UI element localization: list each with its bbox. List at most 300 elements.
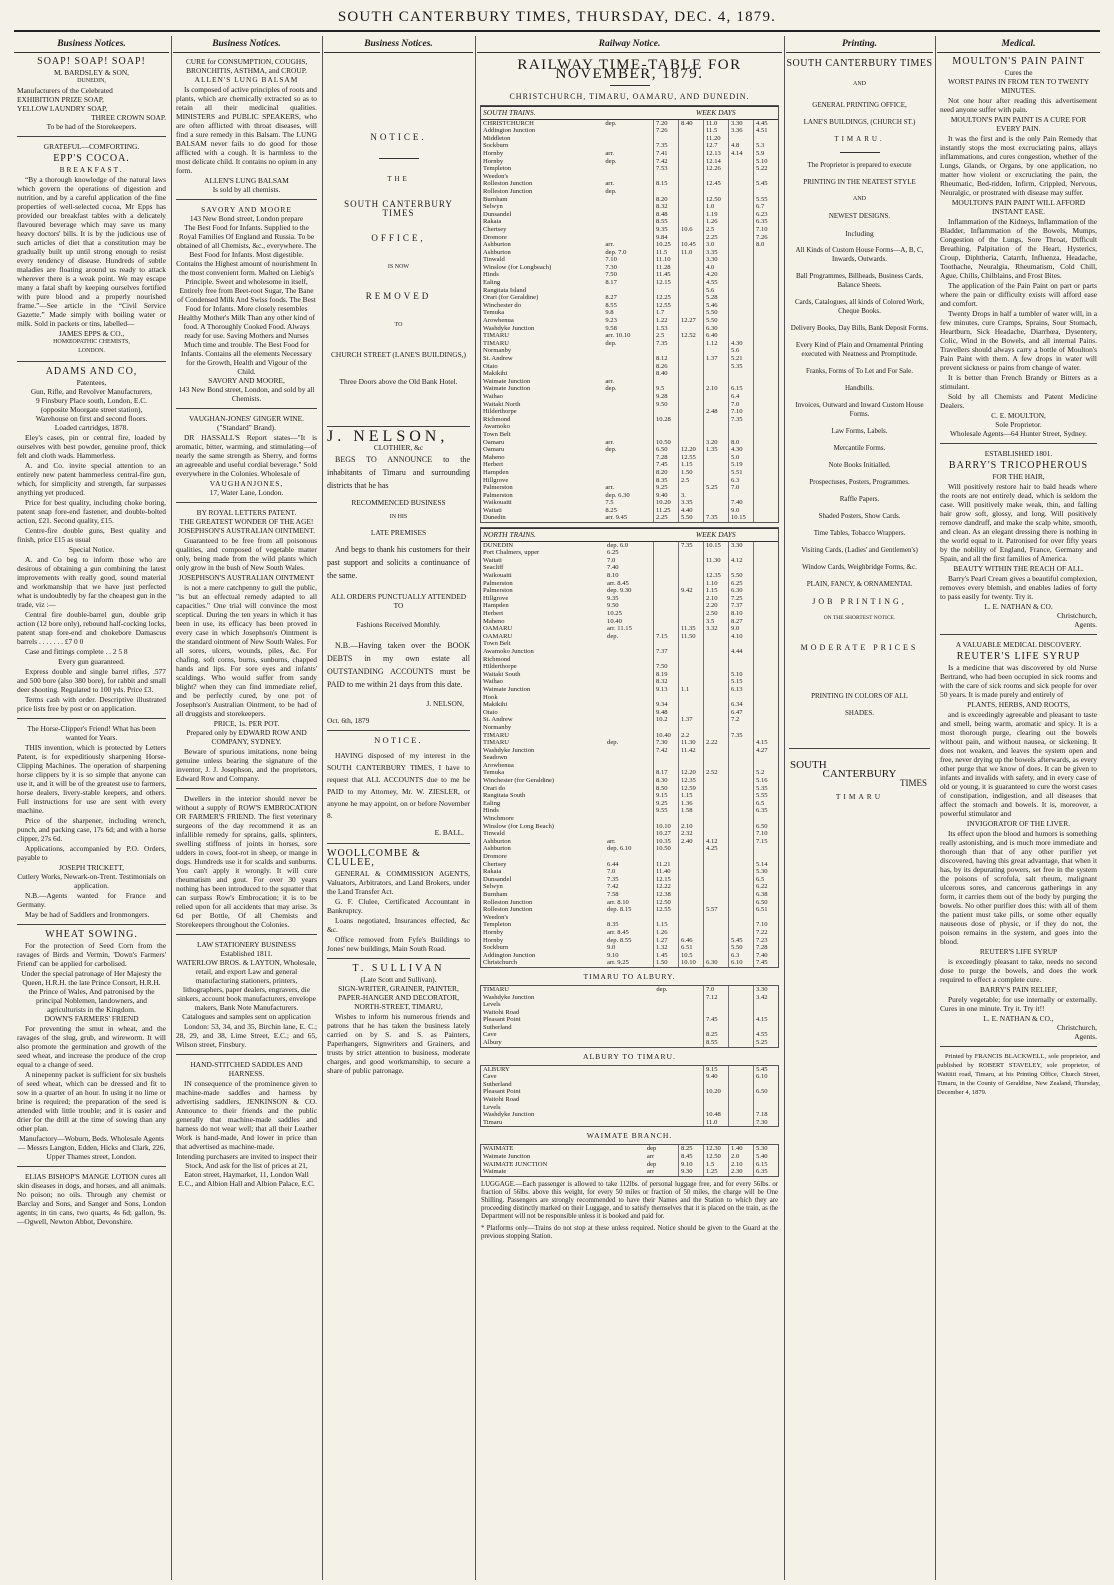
train-time — [754, 416, 779, 424]
station-name: Waimate — [483, 1168, 507, 1176]
train-time — [679, 165, 704, 173]
train-time: 2.5 — [654, 332, 679, 340]
train-time — [704, 173, 729, 181]
arr-dep: 6.44 — [607, 860, 619, 868]
train-time — [729, 1081, 754, 1089]
station-name: Arowhenua — [483, 761, 514, 769]
train-time: 12.27 — [679, 317, 704, 325]
arr-dep — [603, 363, 653, 371]
station-name: Hinds — [483, 271, 499, 279]
train-time: 8.50 — [654, 785, 679, 793]
train-time — [754, 393, 779, 401]
train-time — [679, 188, 704, 196]
train-time — [754, 363, 779, 371]
train-time — [679, 150, 704, 158]
timetable-row — [481, 929, 778, 937]
train-time — [754, 423, 779, 431]
ad-separator — [176, 502, 317, 503]
timetable-row — [481, 332, 778, 340]
train-time — [754, 587, 779, 595]
ad-body: IN consequence of the prominence given to machine-made saddles and harness by advertising saddlers, JENKINSON & CO. Announce to their friends and the public generally that machine-made saddles and harness do not wear well; that all their Leather Work is hand-made, And lower in price than that advertised as machine-made. — [176, 1079, 317, 1151]
train-time — [729, 853, 754, 861]
train-time: 11.0 — [704, 119, 729, 127]
train-time — [654, 656, 679, 664]
train-time: 6.30 — [704, 959, 729, 967]
train-time: 3.30 — [754, 986, 779, 994]
timetable-north — [480, 527, 779, 968]
train-time — [679, 572, 704, 580]
station-name: Waitati — [483, 556, 502, 564]
ad-body: For preventing the smut in wheat, and the ravages of the slug, grub, and wireworm. It will also promote the germination and growth of the seed wheat, and increase the produce of the crop equal to a change of seed. — [17, 1024, 166, 1069]
ad-title: J. NELSON, — [327, 428, 449, 445]
train-time — [729, 1039, 754, 1047]
train-time — [679, 234, 704, 242]
arr-dep: arr. — [605, 377, 614, 385]
train-time — [729, 762, 754, 770]
ad-line: TIMARU. — [834, 135, 885, 143]
train-time: 12.45 — [704, 180, 729, 188]
station-name: Ashburton — [483, 241, 511, 249]
train-time: 12.26 — [704, 165, 729, 173]
station-name: Winchester do — [483, 301, 522, 309]
train-time: 5.50 — [729, 572, 754, 580]
ad-body: N.B.—Having taken over the BOOK DEBTS in my own estate all OUTSTANDING ACCOUNTS must be PAID to me within 21 days from this date. — [327, 641, 470, 689]
ad-rule — [610, 85, 650, 86]
train-time: 1.45 — [654, 952, 679, 960]
timetable-row — [481, 370, 778, 378]
ad-line: Cutlery Works, Newark-on-Trent. Testimonials on application. — [17, 872, 166, 890]
timetable-row — [481, 838, 778, 846]
train-time: 4.44 — [729, 648, 754, 656]
train-time: 7.40 — [754, 952, 779, 960]
ad-body: It is better than French Brandy or Bitters as a stimulant. — [940, 373, 1097, 391]
arr-dep: 7.5 — [605, 499, 614, 507]
train-time: 6.10 — [754, 1073, 779, 1081]
ad-body: Wishes to inform his numerous friends and patrons that he has taken the business lately carried on by S. and S. as Painters, Paperhangers, Signwriters and Grainers, and trusts by strict attention to business, moderate charges, and good workmanship, to secure a share of public patronage. — [327, 1012, 470, 1075]
ad-line: TIMES — [900, 778, 927, 788]
train-time: 4.27 — [754, 747, 779, 755]
train-time: 7.18 — [754, 1111, 779, 1119]
train-time: 8.55 — [704, 1039, 729, 1047]
arr-dep: 7.30 — [605, 263, 617, 271]
timetable-row — [481, 785, 778, 793]
arr-dep: arr. — [605, 180, 614, 188]
train-time — [754, 549, 779, 557]
train-time — [729, 823, 754, 831]
column-heading: Printing. — [786, 38, 933, 53]
station-name: Templeton — [483, 165, 512, 173]
column-divider — [171, 36, 172, 1580]
train-time: 3. — [679, 492, 704, 500]
train-time — [754, 914, 779, 922]
arr-dep — [603, 355, 653, 363]
train-time — [729, 1066, 754, 1074]
arr-dep — [605, 785, 653, 793]
ad-body: Dwellers in the interior should never be without a supply of ROW'S EMBROCATION OR FARMER'S FRIEND. The first veterinary surgeons of the day recommend it as an infallible remedy for sprains, galls, splinters, swelling stiffness of joints in horses, sore udders in cows, foot-rot in sheep, or mange in dogs. Hundreds use it for scalds and sunburns. You can't apply it wrongly. It will cure rheumatism and gout. For over 30 years nothing has been introduced to the squatter that can surpass Row's Embrocation; it is to be relied upon for all accidents that may arise. 3s 6d per Bottle, Of all Chemists and Storekeepers throughout the Colonies. — [176, 794, 317, 929]
timetable-row — [481, 378, 778, 386]
train-time — [679, 393, 704, 401]
train-time — [679, 309, 704, 317]
train-time: 5.30 — [754, 1145, 779, 1153]
train-time: 7.42 — [654, 747, 679, 755]
station-name: Weedon's — [483, 172, 509, 180]
arr-dep: arr. 9.45 — [605, 514, 628, 522]
train-time — [754, 135, 779, 143]
train-time — [729, 287, 754, 295]
train-time — [704, 1104, 729, 1112]
train-time: 2.0 — [729, 1153, 754, 1161]
train-time: 12.20 — [679, 769, 704, 777]
train-time: 2.10 — [679, 823, 704, 831]
timetable-row — [481, 739, 778, 747]
station-name: Winslow (for Longbeach) — [483, 263, 552, 271]
train-time — [754, 572, 779, 580]
train-time — [679, 211, 704, 219]
arr-dep — [687, 1096, 704, 1104]
timetable-row — [481, 256, 778, 264]
ad-title: LAW STATIONERY BUSINESS — [196, 940, 296, 949]
station-name: Rangitata South — [483, 792, 526, 800]
ad-line: Every gun guaranteed. — [58, 657, 125, 666]
station-name: Waikouaiti — [483, 572, 512, 580]
station-name: Waihao — [483, 678, 503, 686]
train-time: 7.23 — [754, 937, 779, 945]
station-name: Rangitata Island — [483, 286, 527, 294]
train-time: 10.45 — [679, 241, 704, 249]
ad-separator — [327, 426, 470, 427]
ad-title: JOSEPHSON'S AUSTRALIAN OINTMENT. — [178, 526, 315, 535]
ad-body: Terms cash with order. Descriptive illustrated price lists free by post or on application. — [17, 695, 166, 713]
train-time — [654, 640, 679, 648]
train-time — [704, 423, 729, 431]
station-name: Chertsey — [483, 225, 507, 233]
train-time: 6.5 — [754, 876, 779, 884]
train-time: 3.5 — [704, 618, 729, 626]
train-time: 1.5 — [704, 1161, 729, 1169]
train-time — [729, 777, 754, 785]
train-time: 7.15 — [754, 838, 779, 846]
station-name: Oamaru — [483, 438, 505, 446]
train-time: 8.0 — [754, 241, 779, 249]
train-time — [754, 1001, 779, 1009]
train-time — [679, 618, 704, 626]
train-time — [679, 127, 704, 135]
station-name: Orari (for Geraldine) — [483, 294, 539, 302]
train-time: 4.12 — [704, 838, 729, 846]
timetable-row — [481, 119, 778, 127]
timetable-row — [481, 549, 778, 557]
timetable-row — [481, 218, 778, 226]
timetable-row — [481, 1081, 778, 1089]
ad-line: ON THE SHORTEST NOTICE. — [823, 615, 896, 621]
train-time: 2.5 — [679, 477, 704, 485]
ad-woollcombe — [327, 849, 470, 953]
train-time — [704, 640, 729, 648]
arr-dep: dep. — [605, 187, 617, 195]
train-time — [654, 557, 679, 565]
ad-line: ("Standard" Brand). — [217, 423, 276, 432]
ad-line: Three Doors above the Old Bank Hotel. — [339, 377, 458, 386]
train-time: 10.6 — [679, 226, 704, 234]
arr-dep — [654, 1001, 703, 1009]
train-time — [704, 807, 729, 815]
arr-dep: 8.27 — [605, 294, 617, 302]
timetable-row — [481, 921, 778, 929]
train-time: 9.25 — [654, 484, 679, 492]
station-name: Winchmore — [483, 815, 514, 823]
train-time: 7.37 — [729, 602, 754, 610]
station-name: Palmerston — [483, 484, 513, 492]
train-time: 5.35 — [754, 785, 779, 793]
train-time: 5.25 — [754, 1039, 779, 1047]
train-time: 2.20 — [704, 602, 729, 610]
train-time: 7.15 — [654, 633, 679, 641]
timetable-row — [481, 853, 778, 861]
arr-dep: dep. 8.55 — [607, 936, 632, 944]
timetable-row — [481, 135, 778, 143]
train-time: 3.35 — [679, 499, 704, 507]
ad-horse-clipper — [17, 724, 166, 919]
train-time — [754, 709, 779, 717]
train-time: 1.15 — [679, 461, 704, 469]
ad-line: TIMARU — [835, 792, 884, 801]
ad-law-stationery — [176, 940, 317, 1049]
train-time — [704, 461, 729, 469]
train-time: 9.5 — [654, 385, 679, 393]
column-railway — [477, 38, 782, 1578]
ad-line: THE — [387, 175, 410, 183]
train-time: 11.5 — [654, 249, 679, 257]
train-time: 6.30 — [704, 325, 729, 333]
train-time — [754, 762, 779, 770]
train-time — [754, 602, 779, 610]
ad-body: It was the first and is the only Pain Remedy that instantly stops the most excruciating pains, allays inflammations, and cures congestion, whether of the Lungs, Glands, or Organs, by one application, no matter how violent or excruciating the pain, the Rheumatic, Bed-ridden, Infirm, Crippled, Nervous, Neuralgic, or prostrated with disease may suffer. — [940, 134, 1097, 197]
train-time: 5.10 — [754, 158, 779, 166]
ad-line: Patentees, — [76, 378, 107, 387]
train-time — [754, 1104, 779, 1112]
train-time — [704, 747, 729, 755]
train-time — [754, 1024, 779, 1032]
train-time — [729, 279, 754, 287]
ad-line: THE GREATEST WONDER OF THE AGE! — [179, 517, 314, 526]
timetable-row — [481, 492, 778, 500]
timetable-row — [481, 249, 778, 257]
train-time — [704, 1009, 729, 1017]
ad-title: WHEAT SOWING. — [45, 929, 138, 940]
train-time — [754, 564, 779, 572]
ad-separator — [327, 730, 470, 731]
arr-dep — [603, 347, 653, 355]
timetable-row — [481, 914, 778, 922]
train-time — [729, 754, 754, 762]
train-time: 5.22 — [754, 165, 779, 173]
train-time: 2.40 — [679, 838, 704, 846]
arr-dep: 7.58 — [607, 890, 619, 898]
arr-dep: 7.40 — [607, 564, 619, 572]
arr-dep: dep. — [607, 739, 619, 747]
train-time — [729, 203, 754, 211]
train-time — [704, 754, 729, 762]
train-time: 5.16 — [754, 777, 779, 785]
ad-line: PRINTING IN COLORS OF ALL — [811, 692, 908, 700]
train-time: 7.10 — [754, 921, 779, 929]
train-time — [704, 671, 729, 679]
train-time — [654, 754, 679, 762]
train-time: 7.12 — [704, 994, 729, 1002]
timetable-row — [481, 127, 778, 135]
train-time — [754, 499, 779, 507]
timetable-row — [481, 1161, 778, 1169]
train-time — [754, 271, 779, 279]
train-time: 9.35 — [654, 226, 679, 234]
ad-line: AND — [853, 81, 866, 87]
train-time — [654, 549, 679, 557]
train-time — [704, 861, 729, 869]
train-time: 1.53 — [654, 325, 679, 333]
train-time — [654, 378, 679, 386]
station-name: Hillgrove — [483, 476, 509, 484]
train-time — [754, 302, 779, 310]
ad-wheat-sowing — [17, 930, 166, 1161]
arr-dep: arr. 8.45 — [607, 579, 629, 587]
timetable-row — [481, 602, 778, 610]
train-time — [704, 549, 729, 557]
train-time: 4.0 — [704, 264, 729, 272]
station-name: St. Andrew — [483, 716, 513, 724]
timetable-row — [481, 1031, 778, 1039]
train-time — [704, 716, 729, 724]
timetable-row — [481, 678, 778, 686]
train-time: 7.42 — [654, 158, 679, 166]
timetable-row — [481, 294, 778, 302]
train-time — [704, 1081, 729, 1089]
train-time — [729, 302, 754, 310]
train-time: 2.2 — [679, 732, 704, 740]
timetable-heading: TIMARU TO ALBURY. — [583, 971, 676, 981]
train-time — [679, 287, 704, 295]
ad-nelson — [327, 428, 470, 725]
train-time: 5.14 — [754, 861, 779, 869]
ad-body: Loans negotiated, Insurances effected, &c &c. — [327, 916, 470, 934]
train-time: 6.10 — [729, 959, 754, 967]
ad-body: Applications, accompanied by P.O. Orders, payable to — [17, 844, 166, 862]
train-time: 5.50 — [704, 317, 729, 325]
station-name: Makikihi — [483, 370, 508, 378]
ad-line: MODERATE PRICES — [800, 643, 919, 652]
train-time: 11.25 — [654, 507, 679, 515]
arr-dep: arr. 11.15 — [607, 625, 632, 633]
ad-line: PLANTS, HERBS, AND ROOTS, — [967, 700, 1070, 709]
train-time — [679, 180, 704, 188]
train-time: 5.0 — [729, 454, 754, 462]
train-time: 10.50 — [654, 439, 679, 447]
train-time: 10.35 — [654, 838, 679, 846]
column-heading: Business Notices. — [324, 38, 473, 53]
ad-line: Is sold by all chemists. — [212, 185, 281, 194]
train-time — [679, 158, 704, 166]
timetable-row — [481, 1104, 778, 1112]
train-time — [679, 378, 704, 386]
train-time: 7.0 — [729, 401, 754, 409]
timetable-row — [481, 340, 778, 348]
ad-title: SAVORY AND MOORE — [201, 205, 292, 214]
train-time: 5.50 — [679, 514, 704, 522]
arr-dep — [605, 792, 653, 800]
train-time — [729, 211, 754, 219]
train-time: 9.55 — [654, 807, 679, 815]
train-time: 12.55 — [654, 302, 679, 310]
train-time: 9.50 — [654, 401, 679, 409]
train-time — [704, 929, 729, 937]
timetable-albury-return — [480, 1065, 779, 1128]
train-time — [654, 188, 679, 196]
ad-pain-paint — [940, 57, 1097, 438]
printing-item: Mercantile Forms. — [833, 444, 886, 452]
train-time: 6.22 — [754, 883, 779, 891]
train-time: 12.15 — [654, 279, 679, 287]
station-name: Ashburton — [483, 845, 511, 853]
arr-dep — [605, 754, 653, 762]
train-time: 6.3 — [729, 477, 754, 485]
train-time — [704, 499, 729, 507]
timetable-row — [481, 754, 778, 762]
station-name: Palmerston — [483, 587, 513, 595]
train-time — [679, 370, 704, 378]
train-time — [704, 891, 729, 899]
train-time — [679, 347, 704, 355]
arr-dep: arr. 8.45 — [607, 928, 629, 936]
timetable-row — [481, 906, 778, 914]
train-time — [704, 370, 729, 378]
column-business-3 — [324, 38, 473, 1578]
train-time — [679, 929, 704, 937]
train-time: 6.3 — [729, 952, 754, 960]
train-time — [679, 580, 704, 588]
station-name: Washdyke Junction — [483, 746, 535, 754]
train-time: 4.55 — [754, 1031, 779, 1039]
arr-dep — [687, 1104, 704, 1112]
arr-dep — [605, 732, 653, 740]
train-time — [754, 595, 779, 603]
train-time — [704, 633, 729, 641]
ad-line: GRATEFUL—COMFORTING. — [43, 142, 140, 151]
timetable-row — [481, 446, 778, 454]
printing-item: Invoices, Outward and Inward Custom House Forms. — [795, 401, 924, 418]
ad-body: Its effect upon the blood and humors is something really astonishing, and is much more immediate and thorough than that of any other purifier yet discovered, having this great advantage, that when it has, by its depurating powers, set free in the system the poisons of scrofula, salt rheum, malignant ulcerous sores, and cancerous gatherings in any form, it carries them out of the body by purging the bowels. No other purifier does this: with all of them the patient must take pills, or some other equally nauseous dose of physic, or if they do not, the poison remains in the system, and goes into the blood. — [940, 829, 1097, 946]
train-time: 2.5 — [704, 226, 729, 234]
train-time — [729, 906, 754, 914]
train-time: 9.10 — [679, 1161, 704, 1169]
train-time: 6.4 — [729, 393, 754, 401]
ad-body: THIS invention, which is protected by Letters Patent, is for expeditiously sharpening Horse-Clipping Machines. The operation of sharpening horse clippers by it is so simple that anyone can use it, and it will be of the greatest use to farmers, horse dealers, livery-stable keepers, and others. Full instructions for use are sent with every machine. — [17, 743, 166, 815]
train-time: 3.35 — [704, 249, 729, 257]
train-time — [754, 469, 779, 477]
ad-line: OFFICE, — [371, 233, 426, 243]
ad-tricopherous — [940, 449, 1097, 629]
train-time: 8.45 — [679, 1153, 704, 1161]
arr-dep — [654, 1039, 703, 1047]
train-time — [729, 883, 754, 891]
train-time: 7.35 — [729, 416, 754, 424]
timetable-row — [481, 580, 778, 588]
ad-separator — [17, 361, 166, 362]
ad-body: Sold by all Chemists and Patent Medicine Dealers. — [940, 392, 1097, 410]
train-time — [704, 777, 729, 785]
train-time — [729, 1031, 754, 1039]
arr-dep — [687, 1119, 704, 1127]
train-time: 5.35 — [729, 363, 754, 371]
train-time — [729, 218, 754, 226]
